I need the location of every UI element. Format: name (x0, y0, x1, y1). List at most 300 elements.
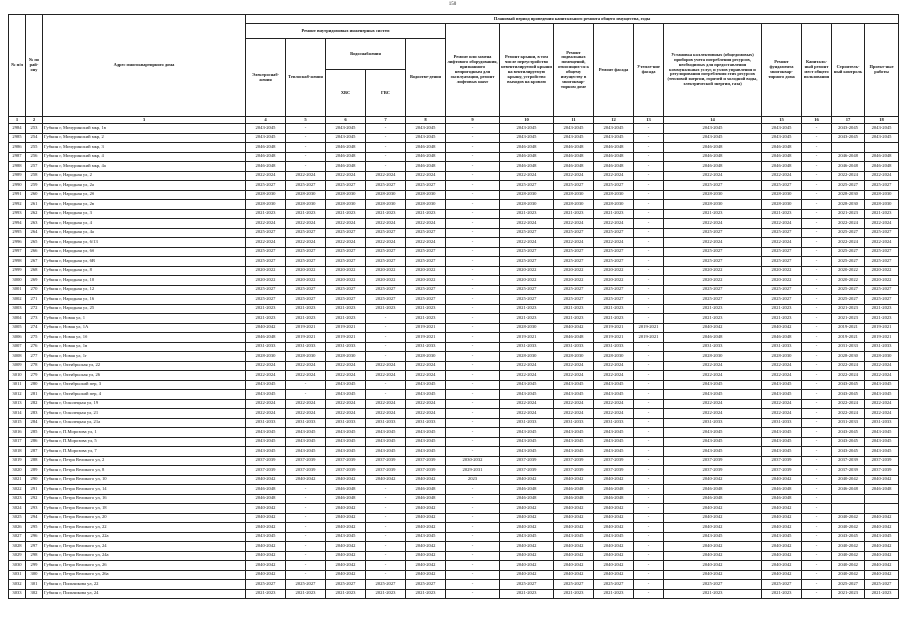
cell-electric: 2046-2048 (246, 143, 286, 153)
cell-facade: 2043-2045 (594, 532, 634, 542)
cell-address: Губкин г, Народная ул, 2а (43, 181, 246, 191)
cell-facade: 2043-2045 (594, 133, 634, 143)
cell-address: Губкин г, Новая ул, 1б (43, 333, 246, 343)
cell-roof: 2040-2042 (500, 523, 554, 533)
cell-construction-control: 2043-2045 (832, 124, 865, 134)
cell-insulation: - (634, 390, 664, 400)
table-row (9, 352, 899, 362)
cell-gvs: - (366, 513, 406, 523)
cell-design-works: 2025-2027 (865, 181, 899, 191)
column-number-cell: 16 (802, 117, 832, 124)
cell-basement: 2043-2045 (554, 133, 594, 143)
cell-meters: 2040-2042 (664, 323, 762, 333)
cell-drainage: 2028-2030 (406, 352, 446, 362)
column-number-cell: 10 (500, 117, 554, 124)
cell-hvs: 2040-2042 (326, 561, 366, 571)
cell-num: 3031 (9, 570, 26, 580)
col-header-meters: Установка коллективных (общедомовых) приборов учета потребления ресурсов, необходимых для предоставления коммунальных услуг, и узлов управления и регулирования потребления этих ресурсов (тепловой энергии, горячей и холодной воды, электрической энергии, газа) (664, 24, 762, 117)
cell-roof: 2025-2027 (500, 228, 554, 238)
cell-meters: 2025-2027 (664, 247, 762, 257)
cell-district-num: 291 (26, 485, 43, 495)
cell-elevator: - (446, 399, 500, 409)
cell-district-num: 279 (26, 371, 43, 381)
cell-drainage: 2043-2045 (406, 447, 446, 457)
cell-electric: 2040-2042 (246, 570, 286, 580)
cell-basement: 2040-2042 (554, 513, 594, 523)
cell-capital-repair: - (802, 295, 832, 305)
cell-insulation: 2019-2021 (634, 323, 664, 333)
cell-heating: 2025-2027 (286, 247, 326, 257)
cell-drainage: 2040-2042 (406, 542, 446, 552)
cell-capital-repair: - (802, 181, 832, 191)
cell-hvs: 2043-2045 (326, 428, 366, 438)
cell-design-works (865, 143, 899, 153)
cell-capital-repair: - (802, 580, 832, 590)
cell-construction-control: 2028-2030 (832, 352, 865, 362)
col-header-hvs: ХВС (326, 70, 366, 117)
cell-roof: 2040-2042 (500, 513, 554, 523)
cell-district-num: 258 (26, 171, 43, 181)
cell-foundation: 2031-2033 (762, 418, 802, 428)
cell-address: Губкин г, Октябрьский пер, 4 (43, 390, 246, 400)
cell-basement: 2020-2022 (554, 276, 594, 286)
cell-hvs: 2046-2048 (326, 143, 366, 153)
cell-foundation: 2022-2024 (762, 409, 802, 419)
cell-insulation: - (634, 285, 664, 295)
cell-foundation: 2025-2027 (762, 228, 802, 238)
cell-basement: 2022-2024 (554, 219, 594, 229)
cell-heating: 2025-2027 (286, 181, 326, 191)
cell-num: 3008 (9, 352, 26, 362)
cell-heating: 2028-2030 (286, 190, 326, 200)
cell-roof: 2021-2023 (500, 209, 554, 219)
cell-meters: 2040-2042 (664, 523, 762, 533)
cell-facade: 2046-2048 (594, 494, 634, 504)
cell-capital-repair: - (802, 570, 832, 580)
cell-meters: 2040-2042 (664, 570, 762, 580)
cell-elevator: - (446, 418, 500, 428)
table-row (9, 580, 899, 590)
table-header (9, 15, 899, 124)
cell-heating: 2021-2023 (286, 209, 326, 219)
cell-address: Губкин г, Народная ул, 6/13 (43, 238, 246, 248)
cell-elevator: - (446, 551, 500, 561)
cell-heating: 2037-2039 (286, 466, 326, 476)
cell-basement: 2040-2042 (554, 570, 594, 580)
cell-electric: 2028-2030 (246, 190, 286, 200)
cell-num: 3011 (9, 380, 26, 390)
cell-electric: 2043-2045 (246, 428, 286, 438)
column-number-cell: 18 (865, 117, 899, 124)
cell-design-works: 2040-2042 (865, 513, 899, 523)
cell-gvs: 2025-2027 (366, 247, 406, 257)
cell-elevator: - (446, 570, 500, 580)
cell-elevator: - (446, 589, 500, 599)
cell-facade: 2022-2024 (594, 371, 634, 381)
cell-address: Губкин г, Пильчикова ул, 24 (43, 589, 246, 599)
cell-facade: 2025-2027 (594, 228, 634, 238)
cell-basement: 2025-2027 (554, 295, 594, 305)
cell-construction-control: 2040-2042 (832, 475, 865, 485)
cell-district-num: 274 (26, 323, 43, 333)
table-row (9, 399, 899, 409)
cell-facade: 2021-2023 (594, 314, 634, 324)
cell-basement: 2040-2042 (554, 551, 594, 561)
cell-hvs: 2040-2042 (326, 542, 366, 552)
cell-construction-control: 2025-2027 (832, 580, 865, 590)
cell-roof: 2025-2027 (500, 580, 554, 590)
cell-address: Губкин г, П.Морозова ул, 5 (43, 437, 246, 447)
cell-insulation: - (634, 542, 664, 552)
cell-address: Губкин г, Пильчикова ул, 22 (43, 580, 246, 590)
cell-roof: 2037-2039 (500, 466, 554, 476)
cell-basement: 2040-2042 (554, 475, 594, 485)
cell-hvs: 2022-2024 (326, 399, 366, 409)
cell-insulation: - (634, 152, 664, 162)
cell-design-works: 2022-2024 (865, 171, 899, 181)
cell-num: 3007 (9, 342, 26, 352)
cell-roof: 2043-2045 (500, 390, 554, 400)
cell-capital-repair: - (802, 238, 832, 248)
cell-construction-control: 2025-2027 (832, 295, 865, 305)
cell-construction-control: 2040-2042 (832, 561, 865, 571)
table-row (9, 447, 899, 457)
cell-hvs: 2021-2023 (326, 314, 366, 324)
cell-hvs: 2021-2023 (326, 589, 366, 599)
column-number-cell: 12 (594, 117, 634, 124)
cell-hvs: 2046-2048 (326, 494, 366, 504)
table-row (9, 200, 899, 210)
cell-district-num: 300 (26, 570, 43, 580)
cell-electric: 2043-2045 (246, 447, 286, 457)
cell-num: 3030 (9, 561, 26, 571)
cell-roof: 2040-2042 (500, 570, 554, 580)
cell-insulation: - (634, 228, 664, 238)
cell-num: 2988 (9, 162, 26, 172)
cell-gvs: 2022-2024 (366, 171, 406, 181)
cell-hvs: 2031-2033 (326, 418, 366, 428)
cell-capital-repair: - (802, 247, 832, 257)
cell-electric: 2040-2042 (246, 561, 286, 571)
cell-roof: 2037-2039 (500, 456, 554, 466)
cell-hvs: 2025-2027 (326, 247, 366, 257)
cell-meters: 2046-2048 (664, 485, 762, 495)
cell-electric: 2037-2039 (246, 456, 286, 466)
cell-elevator: - (446, 152, 500, 162)
cell-electric: 2040-2042 (246, 523, 286, 533)
cell-electric: 2021-2023 (246, 589, 286, 599)
cell-facade: 2031-2033 (594, 418, 634, 428)
cell-district-num: 272 (26, 304, 43, 314)
cell-foundation: 2043-2045 (762, 380, 802, 390)
cell-capital-repair: - (802, 532, 832, 542)
cell-address: Губкин г, Осколецкая ул, 21а (43, 418, 246, 428)
cell-construction-control: 2021-2023 (832, 304, 865, 314)
cell-elevator: - (446, 390, 500, 400)
cell-address: Губкин г, Народная ул, 25 (43, 304, 246, 314)
cell-elevator: - (446, 352, 500, 362)
cell-facade: 2046-2048 (594, 485, 634, 495)
cell-insulation: - (634, 171, 664, 181)
cell-drainage: 2022-2024 (406, 361, 446, 371)
cell-electric: 2031-2033 (246, 342, 286, 352)
cell-gvs: 2028-2030 (366, 190, 406, 200)
cell-hvs: 2025-2027 (326, 257, 366, 267)
cell-roof: 2022-2024 (500, 371, 554, 381)
cell-district-num: 255 (26, 143, 43, 153)
cell-drainage: 2040-2042 (406, 523, 446, 533)
cell-insulation: - (634, 342, 664, 352)
cell-construction-control: 2031-2033 (832, 342, 865, 352)
table-row (9, 380, 899, 390)
cell-heating: 2025-2027 (286, 228, 326, 238)
cell-gvs: - (366, 352, 406, 362)
cell-meters: 2040-2042 (664, 551, 762, 561)
cell-hvs: 2043-2045 (326, 390, 366, 400)
cell-design-works: 2021-2023 (865, 314, 899, 324)
cell-num: 2994 (9, 219, 26, 229)
cell-capital-repair: - (802, 266, 832, 276)
cell-hvs: 2040-2042 (326, 570, 366, 580)
cell-basement: 2028-2030 (554, 352, 594, 362)
cell-num: 2992 (9, 200, 26, 210)
table-row (9, 466, 899, 476)
cell-basement: 2043-2045 (554, 428, 594, 438)
cell-facade: 2043-2045 (594, 437, 634, 447)
cell-district-num: 288 (26, 456, 43, 466)
cell-meters: 2020-2022 (664, 276, 762, 286)
cell-drainage: 2020-2022 (406, 276, 446, 286)
cell-district-num: 259 (26, 181, 43, 191)
cell-design-works: 2040-2042 (865, 542, 899, 552)
cell-basement: 2028-2030 (554, 190, 594, 200)
cell-district-num: 264 (26, 228, 43, 238)
cell-electric: 2046-2048 (246, 485, 286, 495)
cell-electric: 2043-2045 (246, 133, 286, 143)
cell-foundation: 2025-2027 (762, 285, 802, 295)
cell-foundation: 2046-2048 (762, 485, 802, 495)
table-row (9, 418, 899, 428)
cell-design-works: 2022-2024 (865, 409, 899, 419)
cell-num: 2991 (9, 190, 26, 200)
cell-gvs: - (366, 551, 406, 561)
cell-design-works (865, 504, 899, 514)
column-number-cell: 9 (446, 117, 500, 124)
cell-capital-repair: - (802, 228, 832, 238)
cell-foundation: 2021-2023 (762, 304, 802, 314)
cell-address: Губкин г, Народная ул, 4 (43, 219, 246, 229)
cell-hvs: 2028-2030 (326, 200, 366, 210)
cell-drainage: 2040-2042 (406, 504, 446, 514)
cell-district-num: 295 (26, 523, 43, 533)
cell-capital-repair: - (802, 551, 832, 561)
cell-foundation: 2028-2030 (762, 352, 802, 362)
cell-meters: 2031-2033 (664, 418, 762, 428)
cell-design-works: 2019-2021 (865, 323, 899, 333)
cell-electric: 2040-2042 (246, 475, 286, 485)
cell-basement: 2025-2027 (554, 181, 594, 191)
cell-roof: 2043-2045 (500, 124, 554, 134)
cell-address: Губкин г, Народная ул, 8 (43, 266, 246, 276)
cell-hvs: 2043-2045 (326, 437, 366, 447)
cell-elevator: - (446, 181, 500, 191)
cell-basement: 2043-2045 (554, 532, 594, 542)
cell-foundation: 2031-2033 (762, 342, 802, 352)
cell-gvs: - (366, 504, 406, 514)
column-number-cell: 7 (366, 117, 406, 124)
cell-num: 3018 (9, 447, 26, 457)
cell-roof: 2040-2042 (500, 542, 554, 552)
cell-foundation: 2025-2027 (762, 580, 802, 590)
table-row (9, 247, 899, 257)
column-number-cell: 4 (246, 117, 286, 124)
cell-heating: 2021-2023 (286, 304, 326, 314)
cell-roof: 2021-2023 (500, 304, 554, 314)
cell-address: Губкин г, Народная ул, 2в (43, 200, 246, 210)
cell-design-works: 2025-2027 (865, 228, 899, 238)
cell-foundation: 2046-2048 (762, 143, 802, 153)
cell-foundation: 2040-2042 (762, 523, 802, 533)
cell-insulation: - (634, 314, 664, 324)
cell-drainage: 2021-2023 (406, 209, 446, 219)
cell-construction-control: 2022-2024 (832, 399, 865, 409)
cell-gvs: - (366, 532, 406, 542)
cell-drainage: 2025-2027 (406, 247, 446, 257)
cell-electric: 2031-2033 (246, 418, 286, 428)
cell-capital-repair: - (802, 333, 832, 343)
cell-design-works: 2022-2024 (865, 399, 899, 409)
cell-capital-repair: - (802, 561, 832, 571)
cell-roof: 2043-2045 (500, 447, 554, 457)
cell-gvs: - (366, 494, 406, 504)
cell-hvs: 2043-2045 (326, 447, 366, 457)
cell-capital-repair: - (802, 390, 832, 400)
cell-insulation: - (634, 475, 664, 485)
cell-meters: 2025-2027 (664, 181, 762, 191)
cell-electric: 2022-2024 (246, 409, 286, 419)
cell-heating: 2022-2024 (286, 361, 326, 371)
cell-insulation: - (634, 143, 664, 153)
cell-hvs: 2040-2042 (326, 523, 366, 533)
cell-insulation: - (634, 257, 664, 267)
cell-basement: 2043-2045 (554, 447, 594, 457)
cell-electric: 2040-2042 (246, 323, 286, 333)
cell-capital-repair: - (802, 447, 832, 457)
column-number-cell: 8 (406, 117, 446, 124)
cell-heating: 2040-2042 (286, 475, 326, 485)
cell-elevator: - (446, 285, 500, 295)
cell-design-works: 2043-2045 (865, 390, 899, 400)
table-row (9, 124, 899, 134)
col-header-facade: Ремонт фасада (594, 24, 634, 117)
cell-num: 2996 (9, 238, 26, 248)
cell-design-works: 2021-2023 (865, 304, 899, 314)
cell-elevator: - (446, 580, 500, 590)
cell-num: 2985 (9, 133, 26, 143)
cell-gvs: 2021-2023 (366, 209, 406, 219)
cell-facade: 2043-2045 (594, 390, 634, 400)
cell-insulation: - (634, 466, 664, 476)
cell-hvs: 2019-2021 (326, 323, 366, 333)
cell-hvs: 2022-2024 (326, 171, 366, 181)
cell-foundation: 2021-2023 (762, 314, 802, 324)
cell-address: Губкин г, Петра Великого ул, 20 (43, 513, 246, 523)
cell-facade: 2021-2023 (594, 209, 634, 219)
cell-elevator: 2030-2032 (446, 456, 500, 466)
table-row (9, 295, 899, 305)
cell-roof: 2021-2023 (500, 314, 554, 324)
cell-district-num: 292 (26, 494, 43, 504)
cell-district-num: 262 (26, 209, 43, 219)
cell-elevator: - (446, 409, 500, 419)
cell-capital-repair: - (802, 409, 832, 419)
cell-basement: 2046-2048 (554, 485, 594, 495)
cell-facade: 2025-2027 (594, 580, 634, 590)
cell-district-num: 301 (26, 580, 43, 590)
cell-hvs: 2028-2030 (326, 190, 366, 200)
cell-meters: 2022-2024 (664, 219, 762, 229)
cell-facade: 2025-2027 (594, 295, 634, 305)
table-row (9, 437, 899, 447)
cell-facade: 2037-2039 (594, 456, 634, 466)
cell-gvs: 2022-2024 (366, 371, 406, 381)
col-header-num: № п/п (9, 15, 26, 117)
cell-address: Губкин г, Новая ул, 1г (43, 352, 246, 362)
table-row (9, 323, 899, 333)
cell-foundation: 2020-2022 (762, 276, 802, 286)
cell-district-num: 290 (26, 475, 43, 485)
cell-construction-control: 2046-2048 (832, 162, 865, 172)
cell-insulation: - (634, 513, 664, 523)
cell-elevator: - (446, 209, 500, 219)
cell-design-works: 2022-2024 (865, 371, 899, 381)
cell-insulation: - (634, 485, 664, 495)
cell-construction-control: 2022-2024 (832, 361, 865, 371)
cell-capital-repair: - (802, 542, 832, 552)
cell-heating: 2031-2033 (286, 418, 326, 428)
cell-foundation: 2022-2024 (762, 371, 802, 381)
col-header-address: Адрес многоквартирного дома (43, 15, 246, 117)
cell-design-works: 2028-2030 (865, 352, 899, 362)
cell-design-works: 2037-2039 (865, 456, 899, 466)
cell-meters: 2046-2048 (664, 494, 762, 504)
cell-foundation: 2046-2048 (762, 162, 802, 172)
cell-heating: - (286, 390, 326, 400)
cell-foundation: 2040-2042 (762, 561, 802, 571)
cell-electric: 2022-2024 (246, 238, 286, 248)
cell-insulation: - (634, 361, 664, 371)
table-row (9, 152, 899, 162)
cell-district-num: 270 (26, 285, 43, 295)
cell-heating: 2031-2033 (286, 342, 326, 352)
cell-basement: 2022-2024 (554, 399, 594, 409)
cell-foundation: 2021-2023 (762, 209, 802, 219)
cell-num: 3010 (9, 371, 26, 381)
cell-meters: 2043-2045 (664, 532, 762, 542)
cell-electric: 2037-2039 (246, 466, 286, 476)
col-header-foundation: Ремонт фундамента многоквар-тирного дома (762, 24, 802, 117)
cell-district-num: 257 (26, 162, 43, 172)
cell-roof: 2040-2042 (500, 561, 554, 571)
table-row (9, 266, 899, 276)
cell-num: 3032 (9, 580, 26, 590)
cell-design-works: 2046-2048 (865, 152, 899, 162)
cell-elevator: - (446, 523, 500, 533)
cell-insulation: - (634, 266, 664, 276)
cell-drainage: 2031-2033 (406, 418, 446, 428)
cell-elevator: - (446, 247, 500, 257)
cell-facade: 2040-2042 (594, 475, 634, 485)
